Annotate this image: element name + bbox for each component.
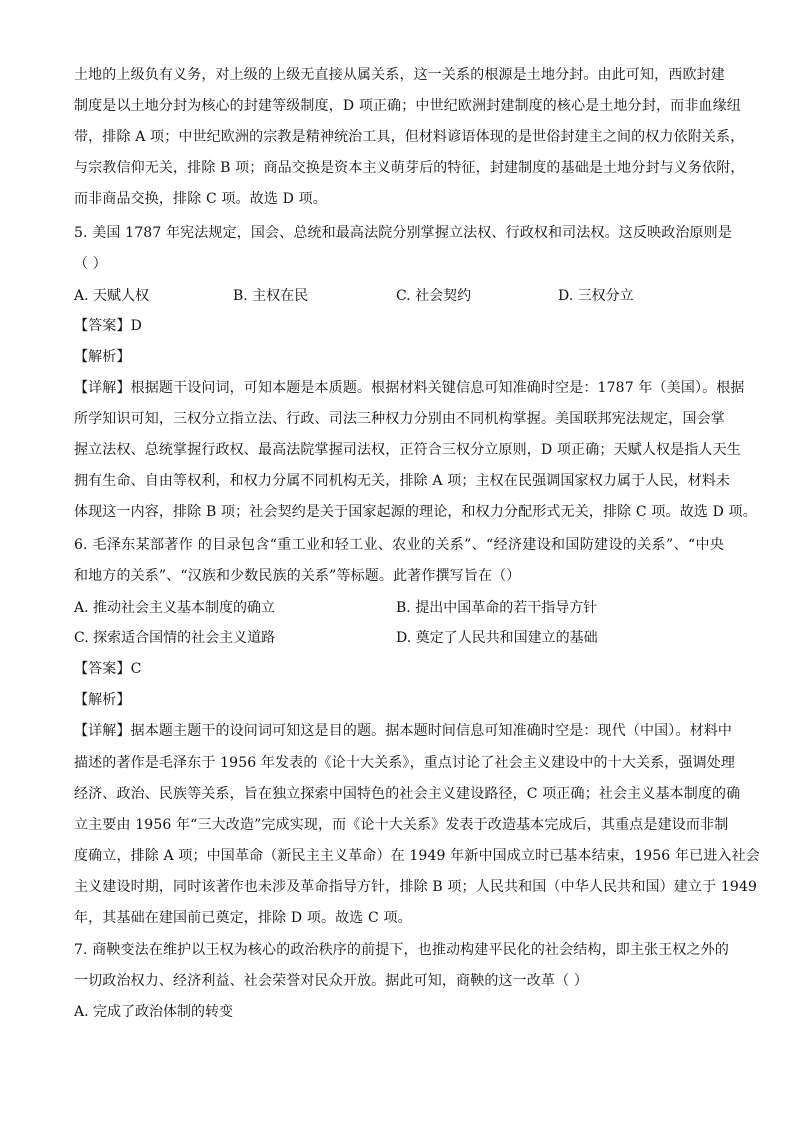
question-6-detail-line: 立主要由 1956 年“三大改造”完成实现，而《论十大关系》发表于改造基本完成后，其重点是建设而非制 [74,817,729,833]
question-5-analysis-label: 【解析】 [74,349,131,365]
question-6-detail-line: 度确立，排除 A 项；中国革命（新民主主义革命）在 1949 年新中国成立时已基本结束，1956 年已进入社会 [74,848,760,864]
question-5-option-b: B. 主权在民 [233,288,309,304]
paragraph-line: 制度是以土地分封为核心的封建等级制度，D 项正确；中世纪欧洲封建制度的核心是土地分封，而非血缘纽 [74,98,741,114]
question-5-stem: 5. 美国 1787 年宪法规定，国会、总统和最高法院分别掌握立法权、行政权和司法权。这反映政治原则是 [74,225,732,241]
question-7-stem: 7. 商鞅变法在维护以王权为核心的政治秩序的前提下，也推动构建平民化的社会结构，即主张王权之外的 [74,942,730,958]
question-6-analysis-label: 【解析】 [74,692,131,708]
question-5-option-a: A. 天赋人权 [74,288,150,304]
question-7-stem: 一切政治权力、经济利益、社会荣誉对民众开放。据此可知，商鞅的这一改革（ ） [74,973,588,989]
question-5-answer: 【答案】D [74,318,142,334]
question-6-stem: 6. 毛泽东某部著作 的目录包含“重工业和轻工业、农业的关系”、“经济建设和国防建设的关系”、“中央 [74,537,724,553]
question-5-detail-line: 握立法权、总统掌握行政权、最高法院掌握司法权，正符合三权分立原则，D 项正确；天赋人权是指人天生 [74,442,741,458]
question-6-option-c: C. 探索适合国情的社会主义道路 [74,630,276,646]
question-5-detail-line: 所学知识可知，三权分立指立法、行政、司法三种权力分别由不同机构掌握。美国联邦宪法规定，国会掌 [74,411,725,427]
question-6-detail-line: 年，其基础在建国前已奠定，排除 D 项。故选 C 项。 [74,910,412,926]
question-6-detail-line: 【详解】据本题主题干的设问词可知这是目的题。据本题时间信息可知准确时空是：现代（中国）。材料中 [74,723,733,739]
question-6-stem: 和地方的关系”、“汉族和少数民族的关系”等标题。此著作撰写旨在（） [74,568,521,584]
question-5-detail-line: 拥有生命、自由等权利，和权力分属不同机构无关，排除 A 项；主权在民强调国家权力属于人民，材料未 [74,473,731,489]
question-5-option-c: C. 社会契约 [396,288,472,304]
paragraph-line: 土地的上级负有义务，对上级的上级无直接从属关系，这一关系的根源是土地分封。由此可知，西欧封建 [74,67,725,83]
paragraph-line: 而非商品交换，排除 C 项。故选 D 项。 [74,191,327,207]
question-6-detail-line: 主义建设时期，同时该著作也未涉及革命指导方针，排除 B 项；人民共和国（中华人民共和国）建立于 1949 [74,879,758,895]
question-6-option-d: D. 奠定了人民共和国建立的基础 [396,630,598,646]
paragraph-line: 带，排除 A 项；中世纪欧洲的宗教是精神统治工具，但材料谚语体现的是世俗封建主之间的权力依附关系， [74,129,745,145]
question-5-detail-line: 【详解】根据题干设问词，可知本题是本质题。根据材料关键信息可知准确时空是：1787 年（美国）。根据 [74,380,745,396]
question-5-detail-line: 体现这一内容，排除 B 项；社会契约是关于国家起源的理论，和权力分配形式无关，排除 C 项。故选 D 项。 [74,504,757,520]
question-7-option-a: A. 完成了政治体制的转变 [74,1004,234,1020]
question-6-answer: 【答案】C [74,661,142,677]
question-6-detail-line: 经济、政治、民族等关系，旨在独立探索中国特色的社会主义建设路径，C 项正确；社会主义基本制度的确 [74,786,741,802]
question-6-option-a: A. 推动社会主义基本制度的确立 [74,600,276,616]
question-5-option-d: D. 三权分立 [558,288,634,304]
paragraph-line: 与宗教信仰无关，排除 B 项；商品交换是资本主义萌芽后的特征，封建制度的基础是土地分封与义务依附， [74,160,745,176]
question-5-stem: （ ） [74,256,107,272]
question-6-detail-line: 描述的著作是毛泽东于 1956 年发表的《论十大关系》，重点讨论了社会主义建设中的十大关系，强调处理 [74,755,736,771]
question-6-option-b: B. 提出中国革命的若干指导方针 [396,600,598,616]
